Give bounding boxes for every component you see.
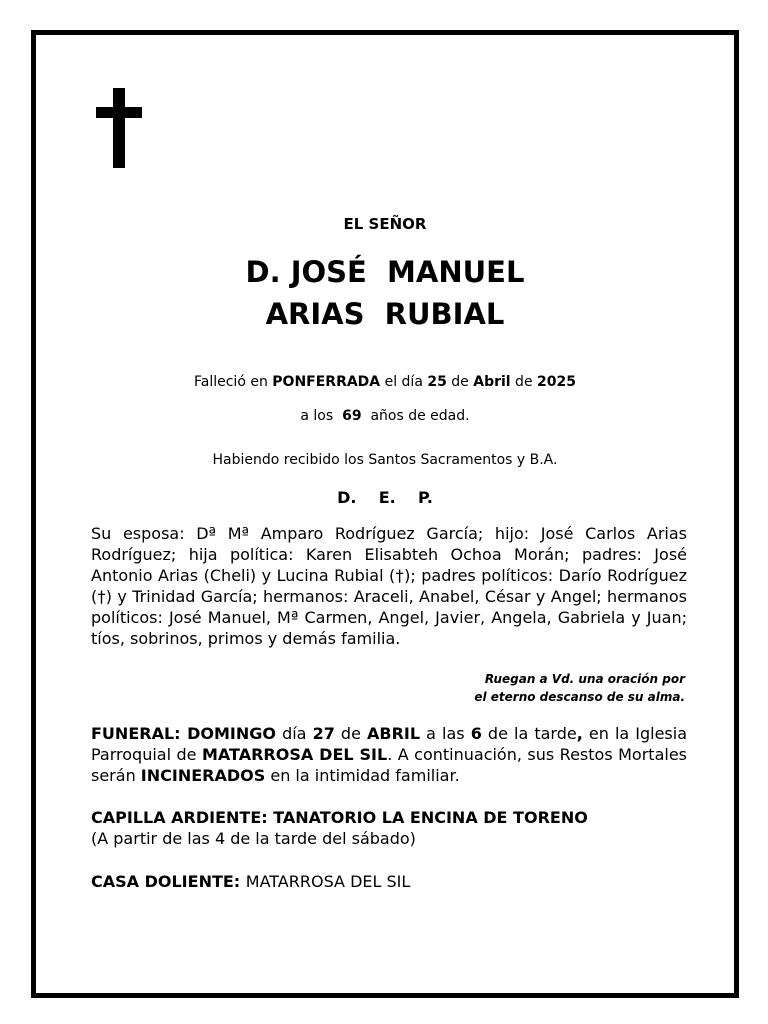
prayer-line-2: el eterno descanso de su alma. [474,690,685,704]
funeral-text: de la tarde [481,724,577,743]
funeral-month: ABRIL [367,724,421,743]
home-label: CASA DOLIENTE [91,872,234,891]
funeral-text: en la intimidad familiar. [265,766,460,785]
family-paragraph: Su esposa: Dª Mª Amparo Rodríguez García; hijo: José Carlos Arias Rodríguez; hija política: Karen Elisabteh Ochoa Morán; padres: José Antonio Arias (Cheli) y Lucina Rubial (†); padres políticos: Darío Rodríguez (†) y Trinidad García; hermanos: Araceli, Anabel, César y Angel; hermanos políticos: José Manuel, Mª Carmen, Angel, Javier, Angela, Gabriela y Juan; tíos, sobrinos, primos y demás familia. [91,524,687,648]
death-month: Abril [473,374,511,390]
home-info [91,871,687,892]
funeral-colon: : [174,724,188,743]
chapel-note: (A partir de las 4 de la tarde del sábado) [91,829,416,848]
chapel-label: CAPILLA ARDIENTE [91,808,262,827]
death-text: de [446,374,474,390]
funeral-date: 27 [312,724,335,743]
funeral-text: día [276,724,313,743]
funeral-hour: 6 [470,724,482,743]
funeral-comma: , [576,724,583,743]
death-text: Falleció en [194,374,273,390]
funeral-label: FUNERAL [91,724,175,743]
funeral-church: MATARROSA DEL SIL [201,745,388,764]
chapel-info [91,807,687,849]
prayer-line-1: Ruegan a Vd. una oración por [484,672,685,686]
name-line-1: D. JOSÉ MANUEL [245,255,525,289]
obituary-frame [31,30,739,998]
age-text: a los [300,408,343,424]
age-info [36,408,734,424]
home-colon: : [233,872,246,891]
chapel-place: TANATORIO LA ENCINA DE TORENO [273,808,588,827]
cross-icon [96,88,142,168]
funeral-text: a las [420,724,471,743]
funeral-text: de [334,724,368,743]
home-place: MATARROSA DEL SIL [245,872,411,891]
name-line-2: ARIAS RUBIAL [265,297,505,331]
sacraments-text: Habiendo recibido los Santos Sacramentos y B.A. [212,452,558,468]
age-text: años de edad. [361,408,470,424]
funeral-day: DOMINGO [187,724,276,743]
death-text: de [510,374,538,390]
death-day: 25 [427,374,447,390]
death-info [36,374,734,390]
age-years: 69 [342,408,362,424]
death-place: PONFERRADA [272,374,381,390]
deceased-name [36,251,734,335]
funeral-text: en la Iglesia Parroquial de [91,724,688,764]
funeral-action: INCINERADOS [140,766,266,785]
dep-text: D. E. P. [337,488,433,507]
chapel-colon: : [261,808,274,827]
death-text: el día [380,374,428,390]
death-year: 2025 [537,374,576,390]
title-prefix: EL SEÑOR [343,215,427,233]
funeral-text: . A continuación, sus Restos Mortales serán [91,745,687,785]
funeral-paragraph [91,723,687,786]
prayer-request [336,670,685,706]
